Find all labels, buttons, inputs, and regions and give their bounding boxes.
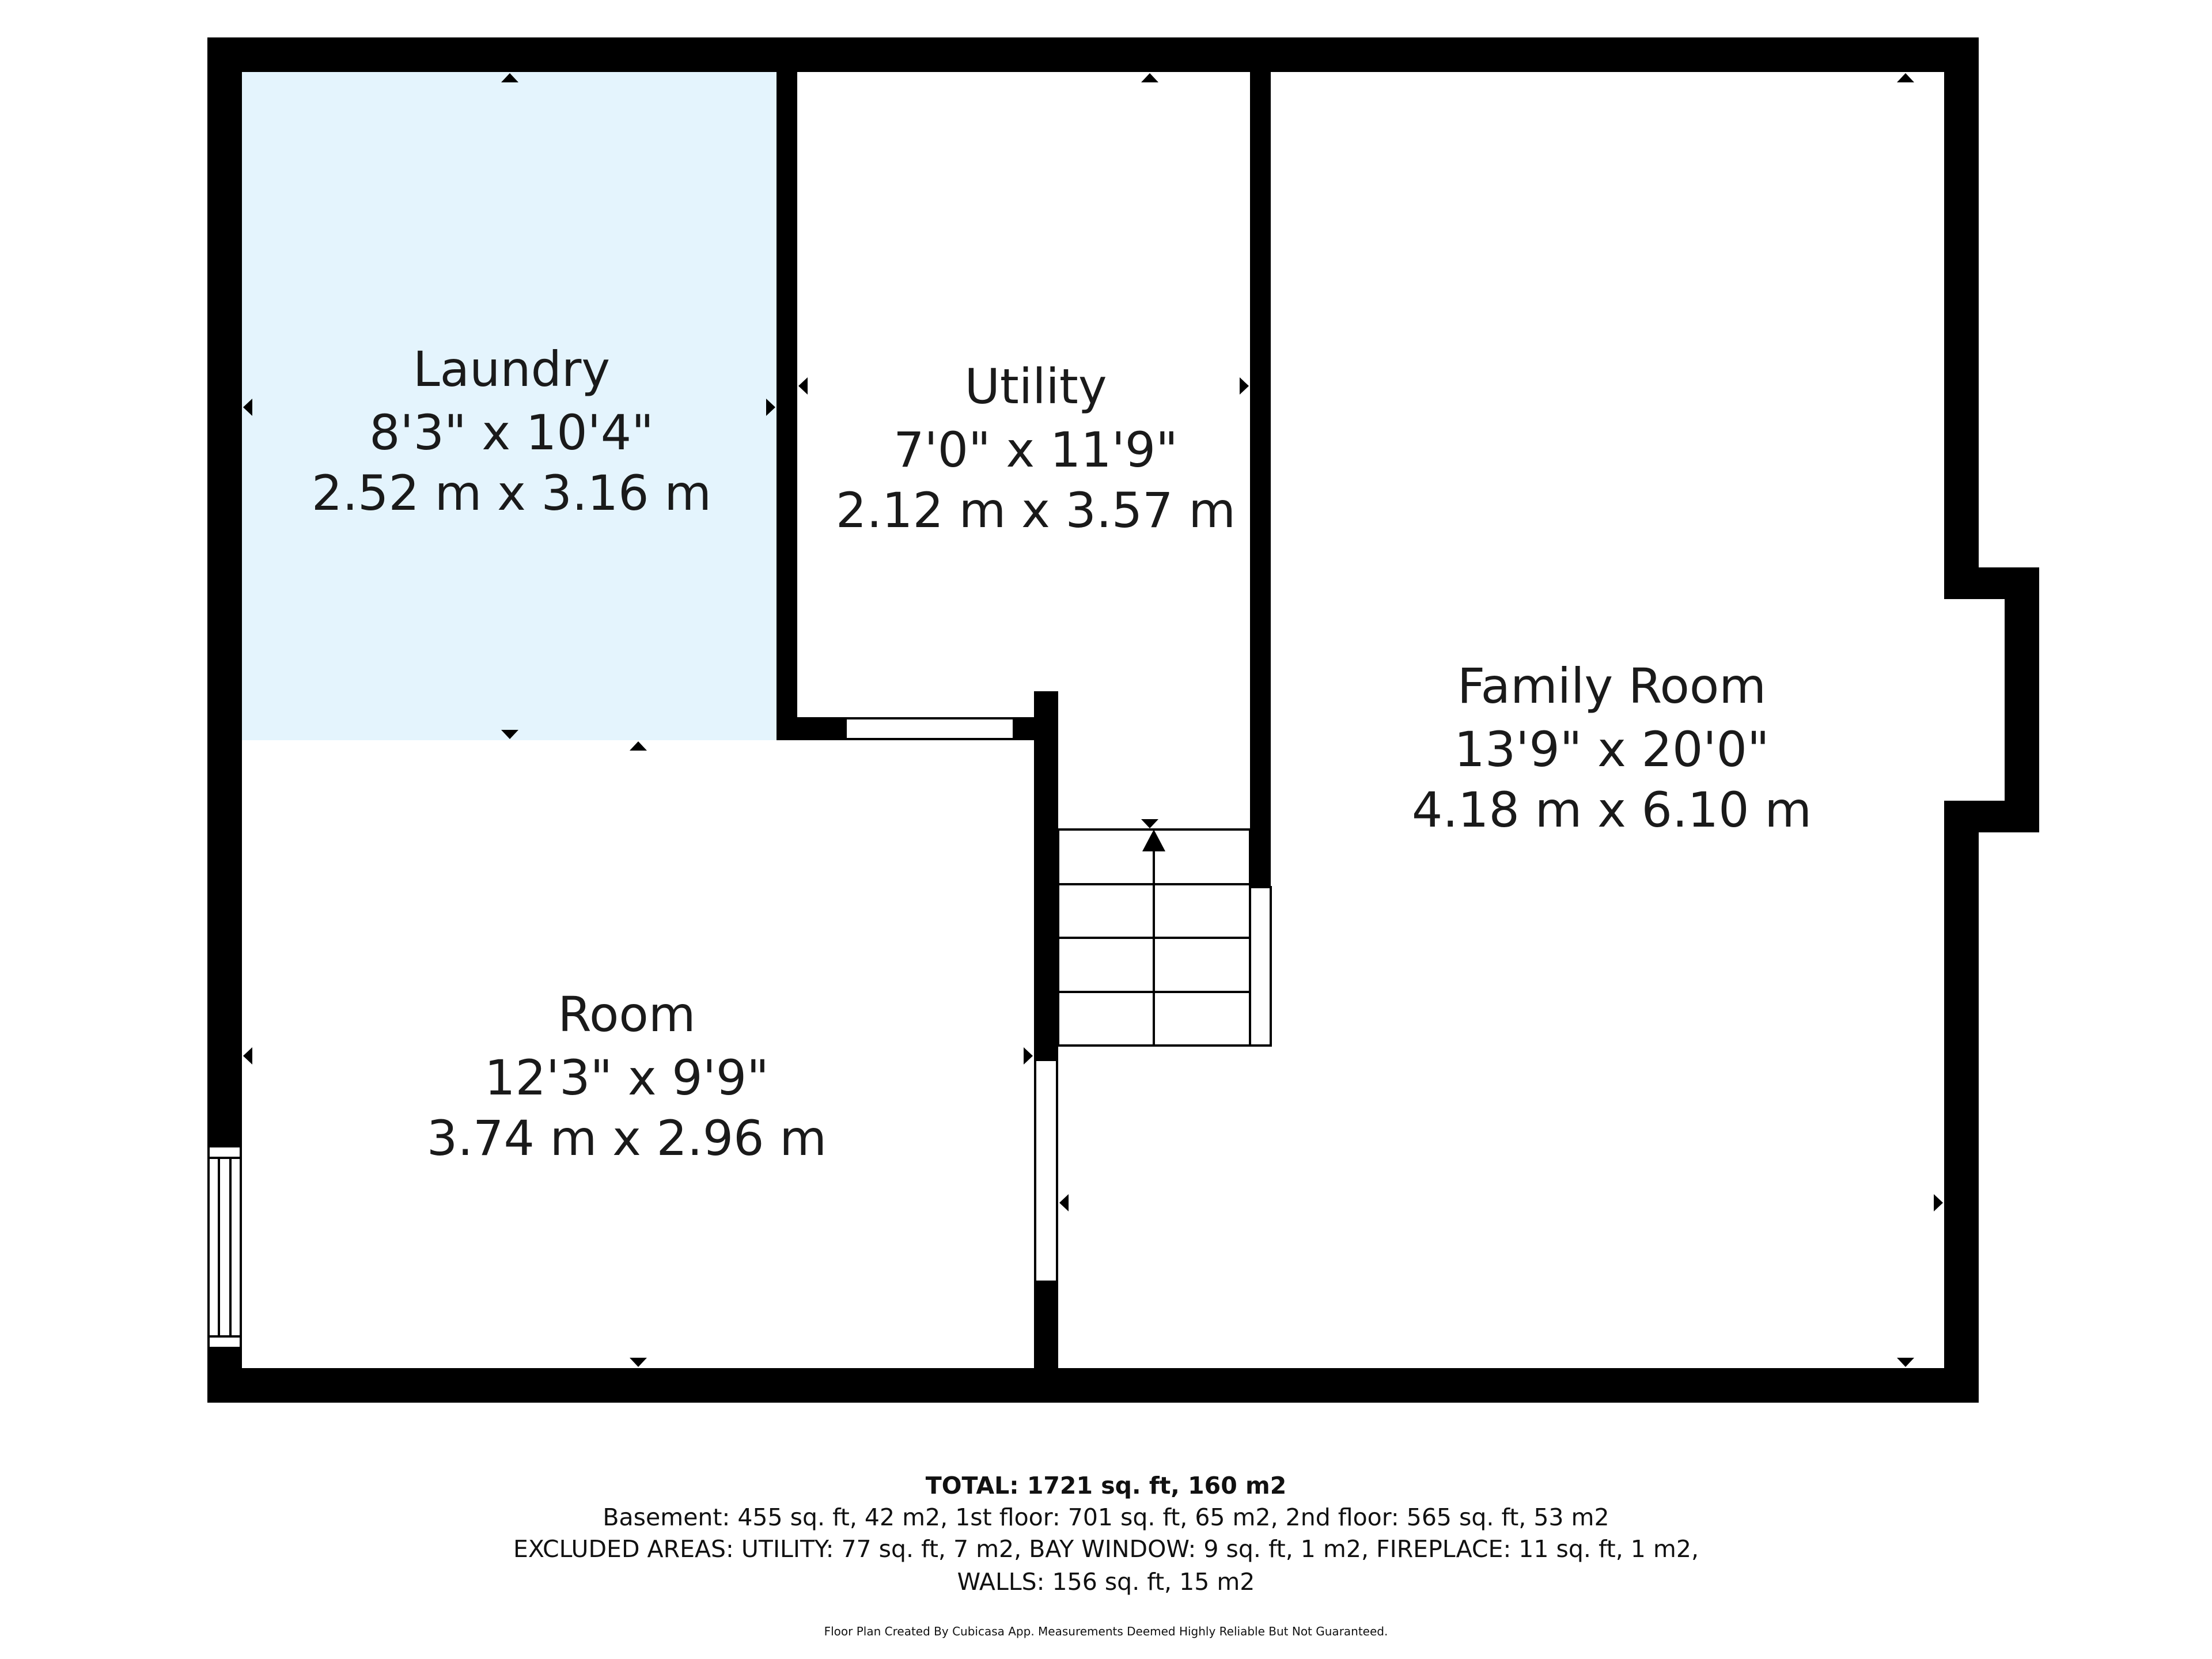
wall-laundry-bottom-stub (777, 717, 846, 740)
window-left (209, 1146, 241, 1348)
utility-dim-metric: 2.12 m x 3.57 m (835, 482, 1236, 539)
marker-utility-right (1240, 377, 1249, 395)
wall-laundry-utility (777, 72, 797, 740)
laundry-dim-metric: 2.52 m x 3.16 m (311, 465, 712, 521)
wall-bottom (207, 1368, 1979, 1403)
opening-laundry-utility (846, 718, 1014, 739)
stair-rail (1250, 887, 1271, 1046)
wall-right-upper (1944, 37, 1979, 599)
marker-utility-left (798, 377, 808, 395)
bay-wall-bottom (1944, 801, 2039, 832)
laundry-dim-imperial: 8'3" x 10'4" (369, 404, 654, 461)
family-room-name: Family Room (1457, 658, 1767, 714)
marker-family-top (1897, 73, 1914, 82)
room-dim-metric: 3.74 m x 2.96 m (426, 1110, 827, 1166)
label-utility (836, 358, 1236, 539)
wall-left-upper (207, 37, 242, 1146)
room-dim-imperial: 12'3" x 9'9" (484, 1050, 769, 1106)
stairs (1058, 830, 1271, 1046)
laundry-name: Laundry (412, 341, 611, 397)
marker-utility-bottom (1141, 819, 1158, 828)
wall-room-east-lower (1034, 1282, 1058, 1368)
wall-stub-right (1014, 717, 1037, 740)
marker-family-right (1934, 1194, 1943, 1211)
wall-left-lower (207, 1348, 242, 1403)
marker-family-bottom (1897, 1358, 1914, 1367)
bay-wall-right (2005, 567, 2039, 832)
wall-right-lower (1944, 801, 1979, 1403)
wall-top (207, 37, 1979, 72)
label-family-room (1412, 658, 1812, 838)
doorways (846, 718, 1057, 1282)
label-room (427, 986, 827, 1166)
utility-dim-imperial: 7'0" x 11'9" (893, 422, 1178, 478)
marker-family-left (1059, 1194, 1069, 1211)
marker-room-bottom (630, 1358, 647, 1367)
opening-room-family (1035, 1060, 1057, 1282)
area-breakdown: Basement: 455 sq. ft, 42 m2, 1st floor: 701 sq. ft, 65 m2, 2nd floor: 565 sq. ft, 53 m2 (603, 1503, 1609, 1531)
marker-room-top (630, 741, 647, 751)
family-room-dim-imperial: 13'9" x 20'0" (1454, 721, 1770, 778)
disclaimer: Floor Plan Created By Cubicasa App. Measurements Deemed Highly Reliable But Not Guaranteed. (824, 1624, 1388, 1638)
wall-utility-family (1250, 72, 1271, 887)
marker-room-left (243, 1047, 252, 1065)
wall-room-east-upper (1034, 691, 1058, 1060)
marker-room-right (1024, 1047, 1033, 1065)
stair-direction-arrow (1142, 830, 1165, 851)
area-total: TOTAL: 1721 sq. ft, 160 m2 (925, 1472, 1287, 1499)
marker-utility-top (1141, 73, 1158, 82)
room-name: Room (558, 986, 696, 1043)
excluded-areas: EXCLUDED AREAS: UTILITY: 77 sq. ft, 7 m2, BAY WINDOW: 9 sq. ft, 1 m2, FIREPLACE: 11 sq. ft, 1 m2, (513, 1535, 1699, 1563)
walls-area: WALLS: 156 sq. ft, 15 m2 (957, 1568, 1255, 1596)
family-room-dim-metric: 4.18 m x 6.10 m (1411, 782, 1812, 838)
utility-name: Utility (964, 358, 1107, 415)
